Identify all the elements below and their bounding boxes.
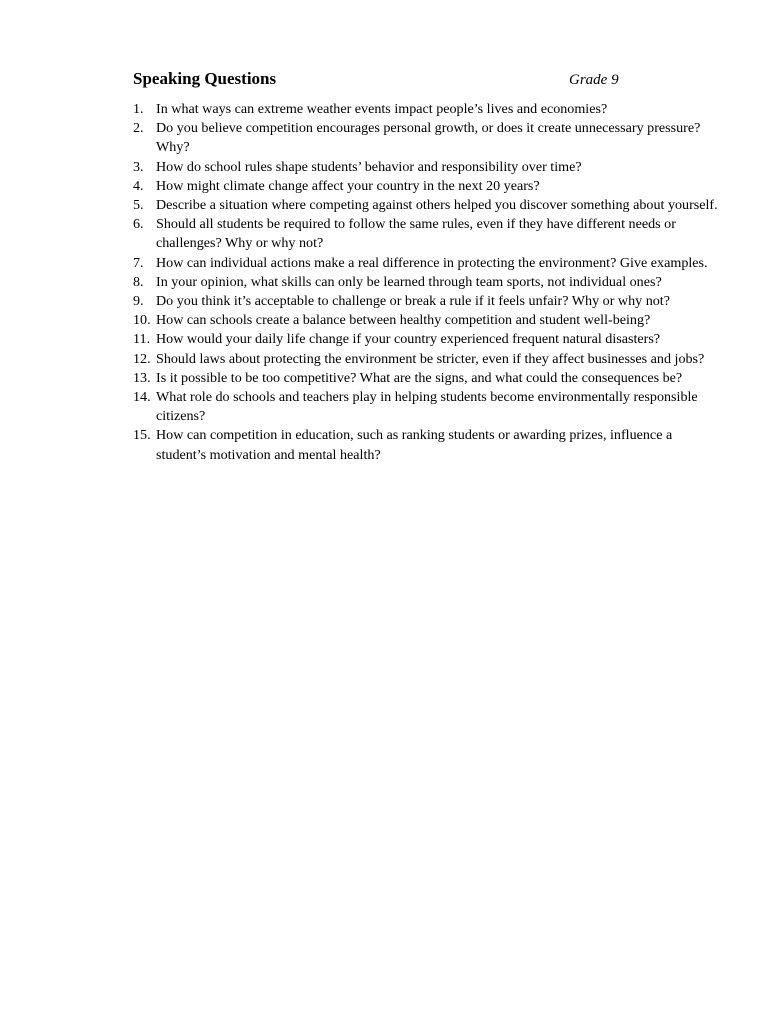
question-number: 7. (133, 254, 144, 271)
question-item-14 (133, 388, 718, 426)
question-text: How can competition in education, such as ranking students or awarding prizes, influence a student’s motivation and mental health? (156, 427, 673, 463)
question-number: 13. (133, 369, 151, 386)
page-title: Speaking Questions (133, 69, 277, 88)
question-text: Is it possible to be too competitive? What are the signs, and what could the consequences be? (156, 369, 683, 386)
question-text: How do school rules shape students’ behavior and responsibility over time? (156, 158, 582, 175)
question-text: How can schools create a balance between healthy competition and student well-being? (156, 312, 651, 329)
question-item-3 (133, 158, 718, 177)
question-item-10 (133, 311, 718, 330)
question-item-13 (133, 369, 718, 388)
question-number: 5. (133, 197, 144, 214)
question-item-15 (133, 426, 718, 464)
grade-label: Grade 9 (569, 72, 619, 88)
question-text: Do you believe competition encourages personal growth, or does it create unnecessary pressure? Why? (156, 120, 701, 156)
question-number: 4. (133, 177, 144, 194)
question-item-7 (133, 254, 718, 273)
document-header (133, 68, 633, 92)
question-number: 2. (133, 120, 144, 137)
question-text: What role do schools and teachers play in helping students become environmentally responsible citizens? (156, 389, 698, 425)
question-text: In what ways can extreme weather events impact people’s lives and economies? (156, 101, 608, 117)
question-number: 3. (133, 158, 144, 175)
question-item-4 (133, 177, 718, 196)
question-text: How can individual actions make a real difference in protecting the environment? Give examples. (156, 254, 708, 271)
question-item-12 (133, 350, 718, 369)
question-text: Should laws about protecting the environment be stricter, even if they affect businesses and jobs? (156, 350, 705, 367)
question-item-6 (133, 215, 718, 253)
question-text: Should all students be required to follow the same rules, even if they have different needs or challenges? Why or why not? (156, 216, 676, 252)
question-item-5 (133, 196, 718, 215)
question-text: In your opinion, what skills can only be learned through team sports, not individual ones? (156, 273, 662, 290)
question-number: 1. (133, 101, 144, 117)
question-number: 14. (133, 389, 151, 406)
question-item-9 (133, 292, 718, 311)
question-list (133, 100, 718, 465)
question-item-8 (133, 273, 718, 292)
question-text: Do you think it’s acceptable to challenge or break a rule if it feels unfair? Why or why not? (156, 293, 670, 310)
question-number: 10. (133, 312, 151, 329)
question-number: 9. (133, 293, 144, 310)
question-number: 8. (133, 273, 144, 290)
question-text: How might climate change affect your country in the next 20 years? (156, 177, 540, 194)
question-text: How would your daily life change if your country experienced frequent natural disasters? (156, 331, 661, 348)
question-number: 15. (133, 427, 151, 444)
question-text: Describe a situation where competing against others helped you discover something about yourself. (156, 197, 718, 214)
question-item-1 (133, 100, 718, 119)
question-number: 12. (133, 350, 151, 367)
question-item-2 (133, 119, 718, 157)
question-item-11 (133, 330, 718, 349)
question-number: 6. (133, 216, 144, 233)
question-number: 11. (133, 331, 151, 348)
